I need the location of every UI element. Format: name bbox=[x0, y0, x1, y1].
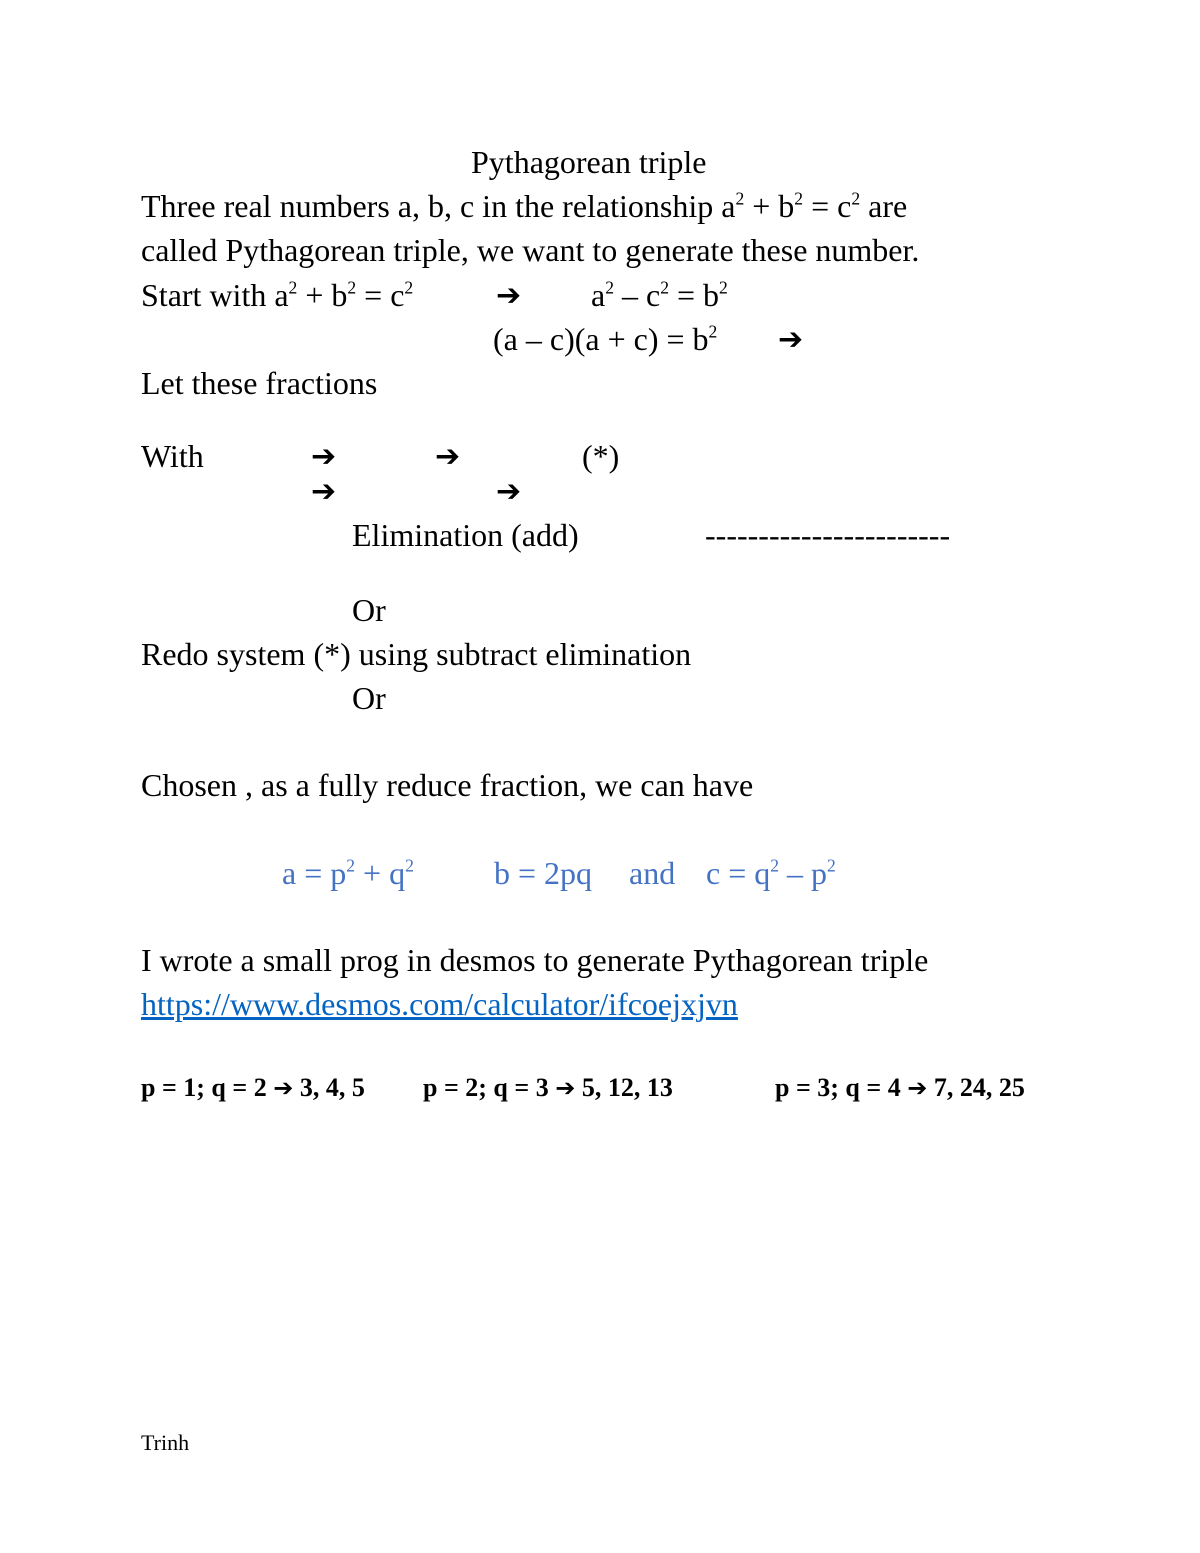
intro-text: + b bbox=[744, 188, 795, 224]
formula-text: – p bbox=[779, 855, 828, 891]
exponent: 2 bbox=[719, 277, 728, 298]
formula-b: b = 2pq bbox=[494, 855, 593, 891]
eq-text: – c bbox=[614, 277, 661, 313]
exponent: 2 bbox=[851, 188, 861, 209]
arrow-icon: ➔ bbox=[311, 474, 337, 509]
formula-c bbox=[706, 857, 836, 889]
chosen-text: Chosen , as a fully reduce fraction, we can have bbox=[141, 767, 754, 803]
exponent: 2 bbox=[770, 855, 780, 876]
desmos-link[interactable]: https://www.desmos.com/calculator/ifcoejxjvn bbox=[141, 986, 738, 1022]
example-triple: 3, 4, 5 bbox=[299, 1073, 365, 1102]
arrow-icon: ➔ bbox=[778, 322, 804, 357]
eq-text: (a – c)(a + c) = b bbox=[493, 321, 709, 357]
exponent: 2 bbox=[794, 188, 804, 209]
arrow-icon: ➔ bbox=[273, 1074, 294, 1102]
exponent: 2 bbox=[288, 277, 298, 298]
example-3 bbox=[775, 1075, 1025, 1101]
exponent: 2 bbox=[708, 321, 718, 342]
eq-text: = b bbox=[669, 277, 720, 313]
formula-text: + q bbox=[355, 855, 406, 891]
page-title: Pythagorean triple bbox=[471, 144, 707, 180]
exponent: 2 bbox=[405, 855, 414, 876]
dashes: ----------------------- bbox=[705, 517, 951, 553]
exponent: 2 bbox=[346, 855, 356, 876]
arrow-icon: ➔ bbox=[496, 474, 522, 509]
example-1 bbox=[141, 1075, 365, 1101]
arrow-icon: ➔ bbox=[311, 439, 337, 474]
elimination-text: Elimination (add) bbox=[352, 517, 579, 553]
intro-line-1 bbox=[141, 190, 907, 222]
start-text: = c bbox=[356, 277, 405, 313]
exponent: 2 bbox=[660, 277, 669, 298]
example-triple: 5, 12, 13 bbox=[581, 1073, 673, 1102]
arrow-icon: ➔ bbox=[907, 1074, 928, 1102]
with-label: With bbox=[141, 438, 204, 474]
example-pq: p = 1; q = 2 bbox=[141, 1073, 267, 1102]
let-fractions-text: Let these fractions bbox=[141, 365, 378, 401]
formula-and: and bbox=[629, 855, 676, 891]
arrow-icon: ➔ bbox=[555, 1074, 576, 1102]
formula-text: a = p bbox=[282, 855, 347, 891]
example-triple: 7, 24, 25 bbox=[933, 1073, 1025, 1102]
or-text: Or bbox=[352, 680, 386, 716]
start-text: Start with a bbox=[141, 277, 289, 313]
exponent: 2 bbox=[347, 277, 357, 298]
or-text: Or bbox=[352, 592, 386, 628]
arrow-icon: ➔ bbox=[496, 278, 522, 313]
intro-text: Three real numbers a, b, c in the relationship a bbox=[141, 188, 736, 224]
exponent: 2 bbox=[827, 855, 836, 876]
eq-text: a bbox=[591, 277, 606, 313]
example-pq: p = 2; q = 3 bbox=[423, 1073, 549, 1102]
rearranged-equation bbox=[591, 279, 728, 311]
prog-text: I wrote a small prog in desmos to generate Pythagorean triple bbox=[141, 942, 929, 978]
arrow-icon: ➔ bbox=[435, 439, 461, 474]
example-pq: p = 3; q = 4 bbox=[775, 1073, 901, 1102]
footer-author: Trinh bbox=[141, 1430, 190, 1455]
redo-text: Redo system (*) using subtract elimination bbox=[141, 636, 692, 672]
formula-text: c = q bbox=[706, 855, 771, 891]
intro-line-2: called Pythagorean triple, we want to generate these number. bbox=[141, 232, 920, 268]
intro-text: = c bbox=[803, 188, 852, 224]
start-text: + b bbox=[297, 277, 348, 313]
start-equation bbox=[141, 279, 413, 311]
exponent: 2 bbox=[404, 277, 414, 298]
factored-equation bbox=[493, 323, 717, 355]
example-2 bbox=[423, 1075, 673, 1101]
formula-a bbox=[282, 857, 414, 889]
system-star-label: (*) bbox=[582, 438, 620, 474]
exponent: 2 bbox=[735, 188, 745, 209]
intro-text: are bbox=[860, 188, 908, 224]
exponent: 2 bbox=[605, 277, 614, 298]
